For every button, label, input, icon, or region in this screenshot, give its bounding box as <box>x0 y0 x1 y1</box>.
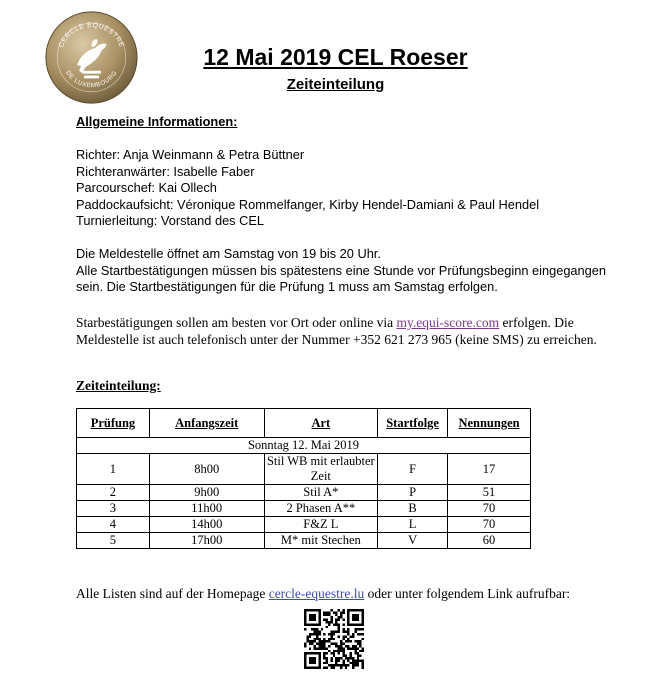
cell-time: 14h00 <box>149 517 264 533</box>
cell-folge: B <box>378 501 448 517</box>
general-info-section <box>76 114 616 131</box>
table-row <box>77 517 531 533</box>
online-confirmation-text <box>76 314 601 348</box>
meldestelle-section <box>76 246 621 296</box>
logo-bottom-text: DE LUXEMBOURG <box>64 69 119 90</box>
cell-nennungen: 51 <box>448 485 531 501</box>
meldestelle-hours: Die Meldestelle öffnet am Samstag von 19 bis 20 Uhr. <box>76 246 381 261</box>
officials-line: Paddockaufsicht: Véronique Rommelfanger, Kirby Hendel-Damiani & Paul Hendel <box>76 196 540 212</box>
cell-time: 11h00 <box>149 501 264 517</box>
footer-text-before: Alle Listen sind auf der Homepage <box>76 586 269 601</box>
officials-line: Richteranwärter: Isabelle Faber <box>76 163 255 179</box>
cell-nennungen: 70 <box>448 501 531 517</box>
cell-nennungen: 70 <box>448 517 531 533</box>
equi-score-link[interactable]: my.equi-score.com <box>396 315 500 330</box>
cell-art: M* mit Stechen <box>264 533 378 549</box>
schedule-table <box>76 408 531 549</box>
officials-line: Turnierleitung: Vorstand des CEL <box>76 213 265 228</box>
day-cell: Sonntag 12. Mai 2019 <box>77 438 531 454</box>
footer-section <box>76 585 636 602</box>
cell-folge: V <box>378 533 448 549</box>
table-row <box>77 454 531 485</box>
officials-line: Parcourschef: Kai Ollech <box>76 180 217 195</box>
schedule-heading: Zeiteinteilung: <box>76 378 161 393</box>
cell-nennungen: 17 <box>448 454 531 485</box>
schedule-heading-wrap <box>76 377 616 394</box>
table-row <box>77 485 531 501</box>
cell-art: 2 Phasen A** <box>264 501 378 517</box>
online-confirmation-section <box>76 314 601 348</box>
cell-art: Stil A* <box>264 485 378 501</box>
column-header-art: Art <box>264 409 378 438</box>
cell-art: Stil WB mit erlaubter Zeit <box>264 454 378 485</box>
officials-list <box>76 147 616 230</box>
officials-line: Richter: Anja Weinmann & Petra Büttner <box>76 147 305 162</box>
general-info-heading: Allgemeine Informationen: <box>76 114 238 129</box>
cell-folge: P <box>378 485 448 501</box>
logo-top-text: CERCLE EQUESTRE <box>57 22 126 49</box>
cell-time: 17h00 <box>149 533 264 549</box>
day-row <box>77 438 531 454</box>
cell-nr: 4 <box>77 517 150 533</box>
cell-folge: L <box>378 517 448 533</box>
page-subtitle: Zeiteinteilung <box>286 76 385 93</box>
cell-nr: 2 <box>77 485 150 501</box>
page-title: 12 Mai 2019 CEL Roeser <box>203 44 468 70</box>
column-header-startfolge: Startfolge <box>378 409 448 438</box>
cell-nr: 3 <box>77 501 150 517</box>
online-text-after: erfolgen. Die Meldestelle ist auch telefonisch unter der Nummer +352 621 273 965 (keine SMS) zu erreichen. <box>76 315 597 347</box>
table-row <box>77 533 531 549</box>
meldestelle-confirmation-text: Alle Startbestätigungen müssen bis spätestens eine Stunde vor Prüfungsbeginn eingegangen sein. Die Startbestätigungen für die Prüfung 1 muss am Samstag erfolgen. <box>76 262 607 294</box>
homepage-link[interactable]: cercle-equestre.lu <box>268 586 365 601</box>
cell-nr: 1 <box>77 454 150 485</box>
cell-art: F&Z L <box>264 517 378 533</box>
cell-nennungen: 60 <box>448 533 531 549</box>
column-header-pruefung: Prüfung <box>77 409 150 438</box>
column-header-nennungen: Nennungen <box>448 409 531 438</box>
cell-time: 9h00 <box>149 485 264 501</box>
cell-time: 8h00 <box>149 454 264 485</box>
column-header-anfangszeit: Anfangszeit <box>149 409 264 438</box>
online-text-before: Starbestätigungen sollen am besten vor Ort oder online via <box>76 315 397 330</box>
footer-text-after: oder unter folgendem Link aufrufbar: <box>364 586 571 601</box>
table-row <box>77 501 531 517</box>
table-header-row <box>77 409 531 438</box>
footer-text <box>76 585 636 602</box>
cell-folge: F <box>378 454 448 485</box>
cell-nr: 5 <box>77 533 150 549</box>
qr-code-icon[interactable] <box>304 609 364 669</box>
